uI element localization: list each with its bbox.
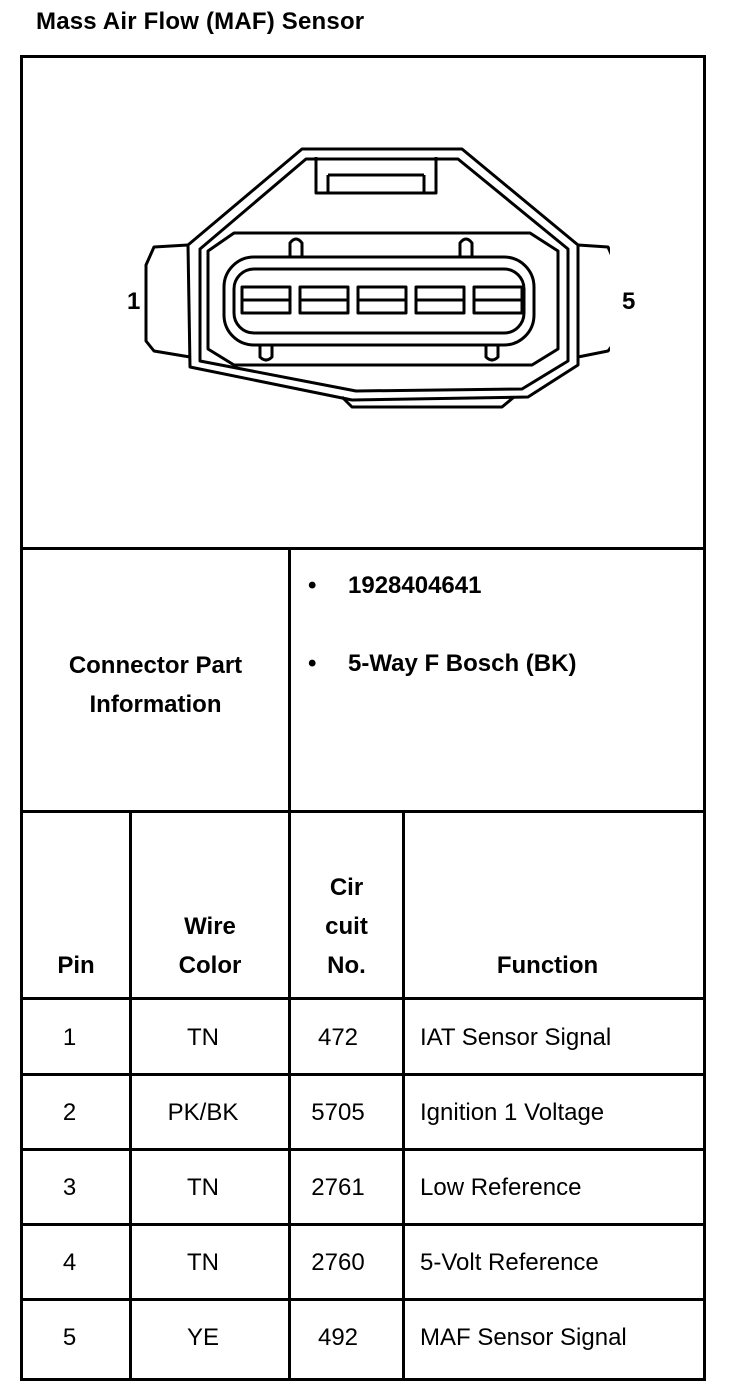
part-number: 1928404641 bbox=[348, 572, 482, 599]
page-title: Mass Air Flow (MAF) Sensor bbox=[36, 8, 365, 35]
divider-row-1 bbox=[20, 1073, 706, 1076]
header-circuit-no: Cir cuit No. bbox=[325, 874, 368, 979]
row-pin: 4 bbox=[62, 1249, 77, 1276]
col-divider-partinfo bbox=[288, 547, 291, 813]
row-pin: 3 bbox=[62, 1174, 77, 1201]
row-function: 5-Volt Reference bbox=[420, 1249, 599, 1276]
row-function: IAT Sensor Signal bbox=[420, 1024, 612, 1051]
header-function: Function bbox=[496, 952, 599, 979]
row-pin: 2 bbox=[62, 1099, 77, 1126]
header-wire-color: Wire Color bbox=[178, 913, 242, 979]
connector-type-item bbox=[308, 650, 576, 678]
part-info-label bbox=[23, 646, 288, 724]
connector-pin-1-label: 1 bbox=[127, 288, 141, 315]
connector-pin-5-label: 5 bbox=[622, 288, 636, 315]
part-number-item bbox=[308, 572, 481, 600]
row-circuit: 2760 bbox=[311, 1249, 365, 1276]
row-function: MAF Sensor Signal bbox=[420, 1324, 627, 1351]
divider-drawing bbox=[20, 547, 706, 550]
row-circuit: 2761 bbox=[311, 1174, 365, 1201]
row-wire-color: TN bbox=[187, 1024, 219, 1051]
row-wire-color: TN bbox=[187, 1174, 219, 1201]
connector-drawing bbox=[130, 135, 610, 415]
bullet-icon: • bbox=[308, 572, 317, 599]
row-pin: 1 bbox=[62, 1024, 77, 1051]
divider-row-4 bbox=[20, 1298, 706, 1301]
divider-partinfo bbox=[20, 810, 706, 813]
row-wire-color: PK/BK bbox=[167, 1099, 239, 1126]
connector-type: 5-Way F Bosch (BK) bbox=[348, 650, 577, 677]
divider-header bbox=[20, 997, 706, 1000]
part-info-label-line2: Information bbox=[89, 691, 222, 718]
col-divider-circuit bbox=[402, 810, 405, 1381]
row-wire-color: YE bbox=[186, 1324, 219, 1351]
part-info-label-line1: Connector Part bbox=[68, 652, 243, 679]
row-wire-color: TN bbox=[187, 1249, 219, 1276]
bullet-icon: • bbox=[308, 650, 317, 677]
divider-row-2 bbox=[20, 1148, 706, 1151]
col-divider-pin bbox=[129, 810, 132, 1381]
row-circuit: 472 bbox=[317, 1024, 359, 1051]
row-circuit: 5705 bbox=[311, 1099, 365, 1126]
row-pin: 5 bbox=[62, 1324, 77, 1351]
row-function: Low Reference bbox=[420, 1174, 582, 1201]
header-pin: Pin bbox=[57, 952, 95, 979]
divider-row-3 bbox=[20, 1223, 706, 1226]
row-function: Ignition 1 Voltage bbox=[420, 1099, 605, 1126]
row-circuit: 492 bbox=[317, 1324, 359, 1351]
